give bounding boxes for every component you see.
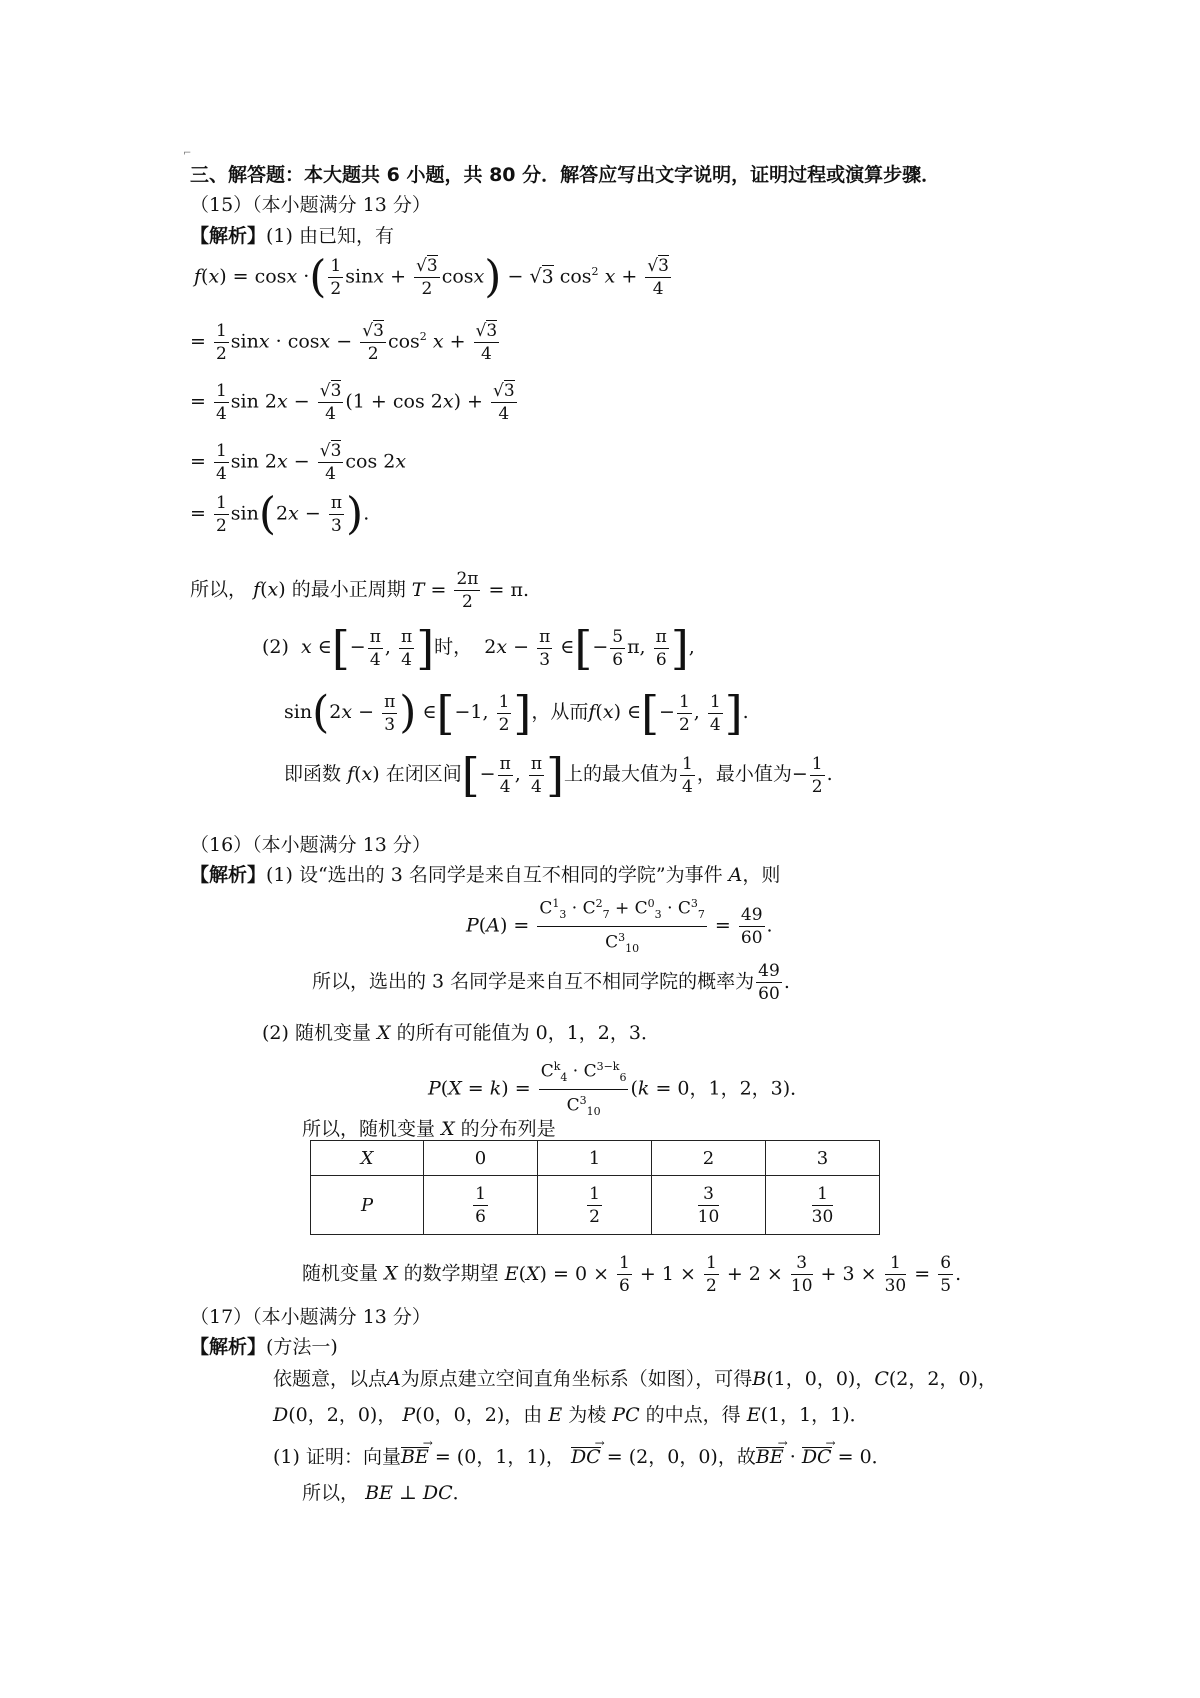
q16-part1-conclusion: 所以，选出的 3 名同学是来自互不相同学院的概率为 $\frac{49}{60}$ . bbox=[312, 961, 790, 1004]
prob-num: 1 bbox=[475, 1183, 486, 1204]
q17-setup-b: 为原点建立空间直角坐标系（如图），可得 bbox=[400, 1368, 753, 1390]
q17-analysis bbox=[190, 1332, 338, 1359]
analysis-label: 【解析】 bbox=[190, 864, 267, 886]
table-cell bbox=[766, 1176, 880, 1235]
table-cell bbox=[652, 1176, 766, 1235]
prob-num: 3 bbox=[698, 1183, 720, 1206]
analysis-label: 【解析】 bbox=[190, 1336, 267, 1358]
q15-conclusion-b: 在闭区间 bbox=[385, 763, 462, 785]
q17-proof-label: (1) 证明：向量 bbox=[273, 1446, 401, 1468]
q16-expectation-a: 随机变量 bbox=[302, 1262, 379, 1285]
q17-setup-line2: D(0，2，0)， P(0，0，2)，由 E 为棱 PC 的中点，得 E(1，1，1)． bbox=[273, 1404, 869, 1426]
table-cell bbox=[538, 1176, 652, 1235]
q15-part2-when: 时， bbox=[434, 636, 473, 658]
table-header-cell: 2 bbox=[652, 1141, 766, 1176]
prob-den: 30 bbox=[811, 1206, 834, 1227]
table-header-cell: 1 bbox=[538, 1141, 652, 1176]
q16-dist-tail: 的分布列是 bbox=[460, 1118, 556, 1140]
table-row bbox=[311, 1141, 880, 1176]
q15-eq1: f(x) = cosx ·( $\frac{1}{2}$ sinx + $\frac{√3}{2}$ cosx) − √3 $\cos^2 x$ + $\frac{√3}{4}$ bbox=[194, 251, 669, 303]
q15-part2-line1: (2) x ∈[− $\frac{\pi}{4}$ , $\frac{\pi}{4}$ ]时， 2x − $\frac{\pi}{3}$ ∈[− $\frac{5}{6}$ π, $\frac{\pi}{6}$ ], bbox=[262, 621, 695, 675]
q16-part1-text: (1) 设“选出的 3 名同学是来自互不相同的学院”为事件 bbox=[266, 864, 723, 886]
q17-setup-e: 的中点，得 bbox=[645, 1404, 741, 1426]
q17-heading: （17）（本小题满分 13 分） bbox=[190, 1306, 431, 1328]
q16-part1-then: ，则 bbox=[742, 864, 781, 886]
table-header-x: X bbox=[311, 1141, 424, 1176]
q16-expectation: 随机变量 X 的数学期望 E(X) = 0 × $\frac{1}{6}$ + 1 × $\frac{1}{2}$ + 2 × $\frac{3}{10}$ + 3 × $\frac{1}{30}$ = $\frac{6}{5}$ . bbox=[302, 1253, 962, 1296]
q17-conclusion: 所以， BE ⊥ DC． bbox=[302, 1482, 472, 1504]
table-p-label: P bbox=[311, 1176, 424, 1235]
table-row bbox=[311, 1176, 880, 1235]
q15-part2-thus: ，从而 bbox=[531, 701, 589, 723]
q17-proof-so: 故 bbox=[736, 1446, 756, 1468]
q15-eq2: = $\frac{1}{2}$ sinx · cosx − $\frac{√3}{2}$ $\cos^2 x$ + $\frac{√3}{4}$ bbox=[190, 321, 498, 364]
q16-dist-intro-text: 所以，随机变量 bbox=[302, 1118, 436, 1140]
q15-eq3: = $\frac{1}{4}$ sin 2x − $\frac{√3}{4}$ (1 + cos 2x) + $\frac{√3}{4}$ bbox=[190, 381, 515, 424]
section-heading: 三、解答题：本大题共 6 小题，共 80 分．解答应写出文字说明，证明过程或演算步骤． bbox=[190, 164, 941, 186]
q15-eq5: = $\frac{1}{2}$ sin(2x − $\frac{\pi}{3}$ ). bbox=[190, 488, 370, 540]
q16-pa-formula: P(A) = $\frac{C^1_3 \cdot C^2_7 + C^0_3 \cdot C^3_7}{C^3_{10}}$ = $\frac{49}{60}$ . bbox=[466, 893, 773, 960]
table-header-cell: 0 bbox=[424, 1141, 538, 1176]
q15-conclusion-c: 上的最大值为 bbox=[564, 763, 679, 785]
q17-setup-d: 为棱 bbox=[568, 1404, 607, 1426]
q16-pxk-formula: P(X = k) = $\frac{C^k_4 \cdot C^{3-k}_6}{C^3_{10}}$ (k = 0，1，2，3)． bbox=[428, 1056, 809, 1123]
q15-part2-line3: 即函数 f(x) 在闭区间[− $\frac{\pi}{4}$ , $\frac{\pi}{4}$ ]上的最大值为 $\frac{1}{4}$ ，最小值为− $\frac{1}{2}$ . bbox=[284, 748, 833, 802]
q16-dist-intro: 所以，随机变量 X 的分布列是 bbox=[302, 1118, 556, 1140]
q16-conclusion-text: 所以，选出的 3 名同学是来自互不相同学院的概率为 bbox=[312, 970, 755, 993]
q15-part2-label: (2) bbox=[262, 636, 289, 658]
distribution-table bbox=[310, 1140, 880, 1235]
prob-num: 1 bbox=[589, 1183, 600, 1204]
q16-part2-intro: (2) 随机变量 X 的所有可能值为 0，1，2，3． bbox=[262, 1022, 660, 1044]
q17-conclusion-text: 所以， bbox=[302, 1482, 360, 1504]
analysis-label: 【解析】 bbox=[190, 225, 267, 247]
q16-heading: （16）（本小题满分 13 分） bbox=[190, 834, 431, 856]
prob-den: 6 bbox=[475, 1206, 486, 1227]
q15-conclusion-d: ，最小值为 bbox=[696, 763, 792, 785]
q16-part1-intro: 【解析】(1) 设“选出的 3 名同学是来自互不相同的学院”为事件 A，则 bbox=[190, 864, 781, 886]
q15-part2-line2: sin(2x − $\frac{\pi}{3}$ ) ∈[−1, $\frac{1}{2}$ ]，从而f(x) ∈[− $\frac{1}{2}$ , $\frac{1}{4}$ ]. bbox=[284, 686, 749, 740]
q15-heading: （15）（本小题满分 13 分） bbox=[190, 194, 431, 216]
table-header-cell: 3 bbox=[766, 1141, 880, 1176]
q15-period-prefix: 所以， bbox=[190, 578, 248, 601]
q16-part2-text: (2) 随机变量 bbox=[262, 1022, 371, 1044]
q15-conclusion-a: 即函数 bbox=[284, 763, 342, 785]
prob-num: 1 bbox=[812, 1183, 834, 1206]
q15-period: 所以， f(x) 的最小正周期 T = $\frac{2\pi}{2}$ = π. bbox=[190, 569, 529, 612]
q15-eq4: = $\frac{1}{4}$ sin 2x − $\frac{√3}{4}$ cos 2x bbox=[190, 441, 407, 484]
q16-part2-values: 的所有可能值为 0，1，2，3． bbox=[396, 1022, 660, 1044]
q17-setup-line1: 依题意，以点A为原点建立空间直角坐标系（如图），可得B(1，0，0)，C(2，2，0)， bbox=[273, 1368, 997, 1390]
q15-part1-text: (1) 由已知，有 bbox=[266, 225, 394, 247]
q17-setup-a: 依题意，以点 bbox=[273, 1368, 388, 1390]
prob-den: 2 bbox=[589, 1206, 600, 1227]
table-cell bbox=[424, 1176, 538, 1235]
prob-den: 10 bbox=[697, 1206, 720, 1227]
corner-mark: ⌐ bbox=[183, 148, 192, 159]
q15-period-text: 的最小正周期 bbox=[291, 578, 406, 601]
q17-setup-c: 由 bbox=[523, 1404, 543, 1426]
q17-method: (方法一) bbox=[266, 1336, 338, 1358]
q16-expectation-b: 的数学期望 bbox=[403, 1262, 499, 1285]
q15-part1-intro bbox=[190, 221, 394, 248]
q17-proof-line: (1) 证明：向量BE → = (0，1，1)， DC → = (2，0，0)，故BE → · DC → = 0． bbox=[273, 1442, 891, 1469]
